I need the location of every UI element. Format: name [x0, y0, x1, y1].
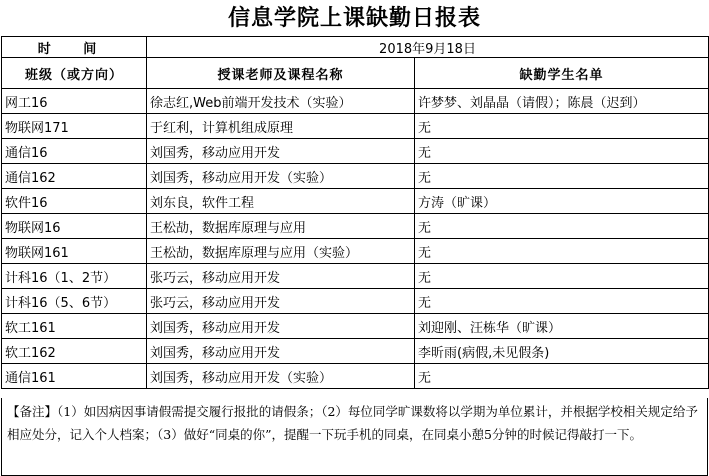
table-row	[2, 139, 709, 164]
header-absent-students: 缺勤学生名单	[415, 58, 709, 89]
table-row	[2, 314, 709, 339]
absent-students-cell: 无	[415, 289, 709, 314]
teacher-course-cell: 王松劼，数据库原理与应用	[147, 214, 415, 239]
report-title: 信息学院上课缺勤日报表	[227, 5, 481, 31]
attendance-table	[1, 36, 709, 389]
absent-students-cell: 无	[415, 214, 709, 239]
class-cell: 计科16（1、2节）	[2, 264, 147, 289]
table-row	[2, 339, 709, 364]
class-cell: 网工16	[2, 89, 147, 114]
teacher-course-cell: 刘国秀，移动应用开发	[147, 139, 415, 164]
time-label: 时 间	[2, 37, 147, 58]
remarks-note: 【备注】（1）如因病因事请假需提交履行报批的请假条；（2）每位同学旷课数将以学期为单位累计，并根据学校相关规定给予相应处分，记入个人档案；（3）做好“同桌的你”，提醒一下玩手机的同桌，在同桌小憩5分钟的时候记得敲打一下。	[1, 398, 708, 476]
header-teacher-course: 授课老师及课程名称	[147, 58, 415, 89]
class-cell: 通信161	[2, 364, 147, 389]
time-row	[2, 37, 709, 58]
absent-students-cell: 无	[415, 139, 709, 164]
teacher-course-cell: 刘国秀，移动应用开发（实验）	[147, 364, 415, 389]
absent-students-cell: 许梦梦、刘晶晶（请假）；陈晨（迟到）	[415, 89, 709, 114]
header-class: 班级（或方向）	[2, 58, 147, 89]
absent-students-cell: 无	[415, 264, 709, 289]
absent-students-cell: 方涛（旷课）	[415, 189, 709, 214]
class-cell: 物联网171	[2, 114, 147, 139]
table-row	[2, 364, 709, 389]
teacher-course-cell: 刘国秀，移动应用开发	[147, 314, 415, 339]
absent-students-cell: 无	[415, 114, 709, 139]
table-row	[2, 239, 709, 264]
absent-students-cell: 无	[415, 239, 709, 264]
class-cell: 通信162	[2, 164, 147, 189]
table-row	[2, 189, 709, 214]
teacher-course-cell: 徐志红,Web前端开发技术（实验）	[147, 89, 415, 114]
absent-students-cell: 无	[415, 164, 709, 189]
table-row	[2, 114, 709, 139]
table-row	[2, 214, 709, 239]
teacher-course-cell: 刘东良，软件工程	[147, 189, 415, 214]
teacher-course-cell: 刘国秀，移动应用开发	[147, 339, 415, 364]
class-cell: 计科16（5、6节）	[2, 289, 147, 314]
teacher-course-cell: 张巧云，移动应用开发	[147, 289, 415, 314]
class-cell: 软件16	[2, 189, 147, 214]
table-row	[2, 264, 709, 289]
table-row	[2, 89, 709, 114]
class-cell: 软工161	[2, 314, 147, 339]
table-row	[2, 164, 709, 189]
teacher-course-cell: 张巧云，移动应用开发	[147, 264, 415, 289]
class-cell: 通信16	[2, 139, 147, 164]
class-cell: 物联网161	[2, 239, 147, 264]
teacher-course-cell: 王松劼，数据库原理与应用（实验）	[147, 239, 415, 264]
absent-students-cell: 刘迎刚、汪栋华（旷课）	[415, 314, 709, 339]
table-row	[2, 289, 709, 314]
header-row	[2, 58, 709, 89]
class-cell: 物联网16	[2, 214, 147, 239]
absent-students-cell: 无	[415, 364, 709, 389]
teacher-course-cell: 于红利，计算机组成原理	[147, 114, 415, 139]
date-value: 2018年9月18日	[147, 37, 709, 58]
teacher-course-cell: 刘国秀，移动应用开发（实验）	[147, 164, 415, 189]
class-cell: 软工162	[2, 339, 147, 364]
absent-students-cell: 李昕雨(病假,未见假条)	[415, 339, 709, 364]
